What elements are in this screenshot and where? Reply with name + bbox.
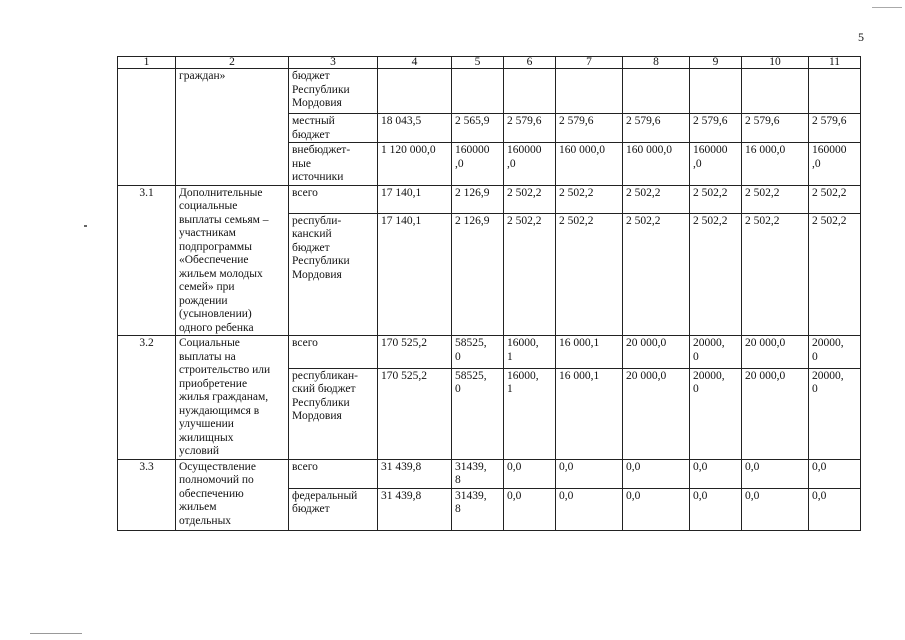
table-row <box>118 336 861 369</box>
funding-source-cell: всего <box>289 336 378 369</box>
value-cell: 17 140,1 <box>378 213 452 335</box>
value-cell: 2 502,2 <box>809 185 861 213</box>
value-cell: 2 502,2 <box>504 185 556 213</box>
budget-table <box>117 56 861 531</box>
value-cell: 20 000,0 <box>623 336 690 369</box>
value-cell: 16 000,1 <box>556 336 623 369</box>
scan-mark-top <box>872 7 902 8</box>
scan-mark-bottom <box>30 633 82 634</box>
value-cell: 0,0 <box>623 488 690 530</box>
value-cell: 16000, 1 <box>504 368 556 459</box>
funding-source-cell: федеральный бюджет <box>289 488 378 530</box>
value-cell: 2 565,9 <box>452 114 504 143</box>
value-cell: 2 502,2 <box>623 213 690 335</box>
value-cell: 170 525,2 <box>378 336 452 369</box>
value-cell: 20000, 0 <box>690 368 742 459</box>
column-number-header-row <box>118 57 861 69</box>
value-cell: 31439, 8 <box>452 459 504 488</box>
value-cell: 31 439,8 <box>378 488 452 530</box>
value-cell: 0,0 <box>742 459 809 488</box>
table-row <box>118 69 861 114</box>
funding-source-cell: республи- канский бюджет Республики Мордовия <box>289 213 378 335</box>
table-row <box>118 459 861 488</box>
value-cell: 58525, 0 <box>452 336 504 369</box>
value-cell: 18 043,5 <box>378 114 452 143</box>
row-number-cell <box>118 69 176 186</box>
value-cell <box>452 69 504 114</box>
value-cell: 170 525,2 <box>378 368 452 459</box>
value-cell: 1 120 000,0 <box>378 143 452 186</box>
funding-source-cell: местный бюджет <box>289 114 378 143</box>
row-number-cell: 3.1 <box>118 185 176 336</box>
value-cell: 2 579,6 <box>556 114 623 143</box>
table-row <box>118 185 861 213</box>
value-cell: 2 126,9 <box>452 185 504 213</box>
value-cell: 2 579,6 <box>690 114 742 143</box>
value-cell <box>809 69 861 114</box>
value-cell: 2 579,6 <box>742 114 809 143</box>
column-header: 1 <box>118 57 176 69</box>
measure-name-cell: Социальные выплаты на строительство или приобретение жилья гражданам, нуждающимся в улучшении жилищных условий <box>176 336 289 460</box>
value-cell: 20 000,0 <box>742 336 809 369</box>
funding-source-cell: внебюджет- ные источники <box>289 143 378 186</box>
value-cell: 160000 ,0 <box>690 143 742 186</box>
value-cell: 2 502,2 <box>742 185 809 213</box>
funding-source-cell: всего <box>289 185 378 213</box>
value-cell: 2 579,6 <box>809 114 861 143</box>
value-cell: 0,0 <box>504 488 556 530</box>
value-cell: 160000 ,0 <box>452 143 504 186</box>
value-cell: 20000, 0 <box>690 336 742 369</box>
value-cell: 0,0 <box>623 459 690 488</box>
funding-source-cell: бюджет Республики Мордовия <box>289 69 378 114</box>
value-cell: 160000 ,0 <box>504 143 556 186</box>
value-cell: 0,0 <box>556 459 623 488</box>
value-cell <box>504 69 556 114</box>
column-header: 11 <box>809 57 861 69</box>
value-cell: 160 000,0 <box>623 143 690 186</box>
value-cell: 0,0 <box>690 459 742 488</box>
value-cell: 2 579,6 <box>623 114 690 143</box>
row-number-cell: 3.3 <box>118 459 176 530</box>
value-cell <box>378 69 452 114</box>
value-cell: 20 000,0 <box>742 368 809 459</box>
value-cell: 16 000,0 <box>742 143 809 186</box>
value-cell <box>690 69 742 114</box>
value-cell: 2 502,2 <box>504 213 556 335</box>
value-cell: 160000 ,0 <box>809 143 861 186</box>
value-cell: 0,0 <box>690 488 742 530</box>
value-cell <box>556 69 623 114</box>
value-cell: 0,0 <box>809 488 861 530</box>
column-header: 9 <box>690 57 742 69</box>
value-cell: 31439, 8 <box>452 488 504 530</box>
value-cell: 2 579,6 <box>504 114 556 143</box>
column-header: 2 <box>176 57 289 69</box>
column-header: 4 <box>378 57 452 69</box>
value-cell: 20000, 0 <box>809 368 861 459</box>
value-cell: 160 000,0 <box>556 143 623 186</box>
value-cell: 2 126,9 <box>452 213 504 335</box>
measure-name-cell: Осуществление полномочий по обеспечению жильем отдельных <box>176 459 289 530</box>
value-cell: 2 502,2 <box>556 213 623 335</box>
row-number-cell: 3.2 <box>118 336 176 460</box>
value-cell: 58525, 0 <box>452 368 504 459</box>
column-header: 7 <box>556 57 623 69</box>
value-cell: 0,0 <box>742 488 809 530</box>
value-cell: 2 502,2 <box>690 213 742 335</box>
value-cell: 0,0 <box>504 459 556 488</box>
value-cell <box>742 69 809 114</box>
value-cell: 2 502,2 <box>690 185 742 213</box>
measure-name-cell: Дополнительные социальные выплаты семьям – участникам подпрограммы «Обеспечение жильем молодых семей» при рождении (усыновлении) одного ребенка <box>176 185 289 336</box>
value-cell: 2 502,2 <box>556 185 623 213</box>
value-cell: 20 000,0 <box>623 368 690 459</box>
value-cell: 0,0 <box>556 488 623 530</box>
page-number: 5 <box>858 30 864 44</box>
column-header: 6 <box>504 57 556 69</box>
value-cell: 0,0 <box>809 459 861 488</box>
column-header: 5 <box>452 57 504 69</box>
value-cell: 2 502,2 <box>809 213 861 335</box>
funding-source-cell: всего <box>289 459 378 488</box>
value-cell: 16 000,1 <box>556 368 623 459</box>
measure-name-cell: граждан» <box>176 69 289 186</box>
value-cell: 31 439,8 <box>378 459 452 488</box>
value-cell <box>623 69 690 114</box>
value-cell: 16000, 1 <box>504 336 556 369</box>
scan-dot <box>84 225 87 227</box>
column-header: 8 <box>623 57 690 69</box>
funding-source-cell: республикан- ский бюджет Республики Мордовия <box>289 368 378 459</box>
column-header: 3 <box>289 57 378 69</box>
value-cell: 2 502,2 <box>623 185 690 213</box>
column-header: 10 <box>742 57 809 69</box>
value-cell: 2 502,2 <box>742 213 809 335</box>
value-cell: 17 140,1 <box>378 185 452 213</box>
value-cell: 20000, 0 <box>809 336 861 369</box>
